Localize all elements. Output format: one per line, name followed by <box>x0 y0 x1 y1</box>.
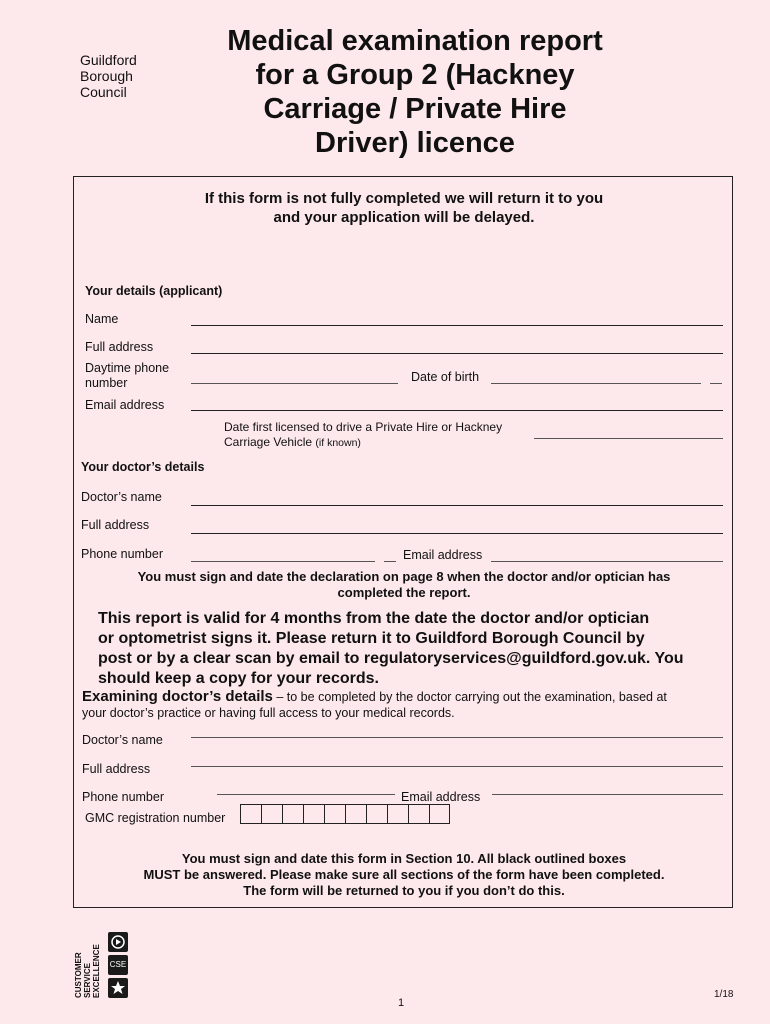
gmc-label: GMC registration number <box>85 811 226 825</box>
council-name: Guildford Borough Council <box>80 52 137 100</box>
exam-doctor-name-field[interactable] <box>191 737 723 738</box>
form-frame <box>73 176 733 908</box>
closing-notice: You must sign and date this form in Section 10. All black outlined boxes MUST be answered. Please make sure all sections of the form have been completed. The form will be returned to you if you don’t do this. <box>143 851 665 898</box>
gmc-digit-box[interactable] <box>366 804 387 824</box>
doctor-heading: Your doctor’s details <box>81 460 205 474</box>
exam-doctor-name-label: Doctor’s name <box>82 733 163 747</box>
examining-doctor-intro: Examining doctor’s details – to be completed by the doctor carrying out the examination, based at your doctor’s practice or having full access to your medical records. <box>82 688 667 720</box>
applicant-name-label: Name <box>85 312 119 326</box>
gmc-digit-box[interactable] <box>324 804 345 824</box>
dob-label: Date of birth <box>411 370 480 384</box>
gmc-digit-box[interactable] <box>345 804 366 824</box>
applicant-address-field[interactable] <box>191 353 723 354</box>
gmc-digit-box[interactable] <box>408 804 429 824</box>
applicant-phone-label: Daytime phone number <box>85 361 170 390</box>
gmc-number-boxes[interactable] <box>240 804 450 824</box>
applicant-email-label: Email address <box>85 398 165 412</box>
doctor-phone-field-extra <box>384 561 396 562</box>
gmc-digit-box[interactable] <box>303 804 324 824</box>
declaration-notice: You must sign and date the declaration on page 8 when the doctor and/or optician has completed the report. <box>137 569 671 600</box>
exam-doctor-phone-label: Phone number <box>82 790 165 804</box>
gmc-digit-box[interactable] <box>240 804 261 824</box>
gmc-digit-box[interactable] <box>282 804 303 824</box>
applicant-address-label: Full address <box>85 340 154 354</box>
page-title: Medical examination report for a Group 2 (Hackney Carriage / Private Hire Driver) licence <box>227 25 603 159</box>
examining-doctor-heading: Examining doctor’s details <box>82 688 273 705</box>
doctor-email-label: Email address <box>403 548 483 562</box>
star-badge-icon <box>108 978 128 998</box>
applicant-phone-field[interactable] <box>191 383 398 384</box>
doctor-address-label: Full address <box>81 518 150 532</box>
gmc-digit-box[interactable] <box>261 804 282 824</box>
first-licensed-label: Date first licensed to drive a Private Hire or Hackney Carriage Vehicle (if known) <box>224 420 503 449</box>
doctor-email-field[interactable] <box>491 561 723 562</box>
gmc-digit-box[interactable] <box>429 804 450 824</box>
exam-doctor-phone-field[interactable] <box>217 794 395 795</box>
cse-badge-icon: CSE <box>108 955 128 975</box>
doctor-name-field[interactable] <box>191 505 723 506</box>
gmc-digit-box[interactable] <box>387 804 408 824</box>
page-number: 1 <box>398 997 405 1009</box>
first-licensed-field[interactable] <box>534 438 723 439</box>
cse-label: CUSTOMER SERVICE EXCELLENCE <box>74 944 101 998</box>
dob-field-extra <box>710 383 722 384</box>
doctor-phone-label: Phone number <box>81 547 164 561</box>
doctor-address-field[interactable] <box>191 533 723 534</box>
doctor-name-label: Doctor’s name <box>81 490 162 504</box>
validity-notice: This report is valid for 4 months from the date the doctor and/or optician or optometrist signs it. Please return it to Guildford Borough Council by post or by a clear scan by email to regulatoryservices@guildford.gov.uk. You should keep a copy for your records. <box>98 610 684 687</box>
play-badge-icon <box>108 932 128 952</box>
applicant-heading: Your details (applicant) <box>85 284 223 298</box>
exam-doctor-email-field[interactable] <box>492 794 723 795</box>
applicant-email-field[interactable] <box>191 410 723 411</box>
form-version: 1/18 <box>714 989 734 1000</box>
exam-doctor-address-label: Full address <box>82 762 151 776</box>
doctor-phone-field[interactable] <box>191 561 375 562</box>
dob-field[interactable] <box>491 383 701 384</box>
applicant-name-field[interactable] <box>191 325 723 326</box>
page-header <box>0 0 770 166</box>
incomplete-warning: If this form is not fully completed we will return it to you and your application will be delayed. <box>204 190 604 226</box>
exam-doctor-email-label: Email address <box>401 790 481 804</box>
exam-doctor-address-field[interactable] <box>191 766 723 767</box>
